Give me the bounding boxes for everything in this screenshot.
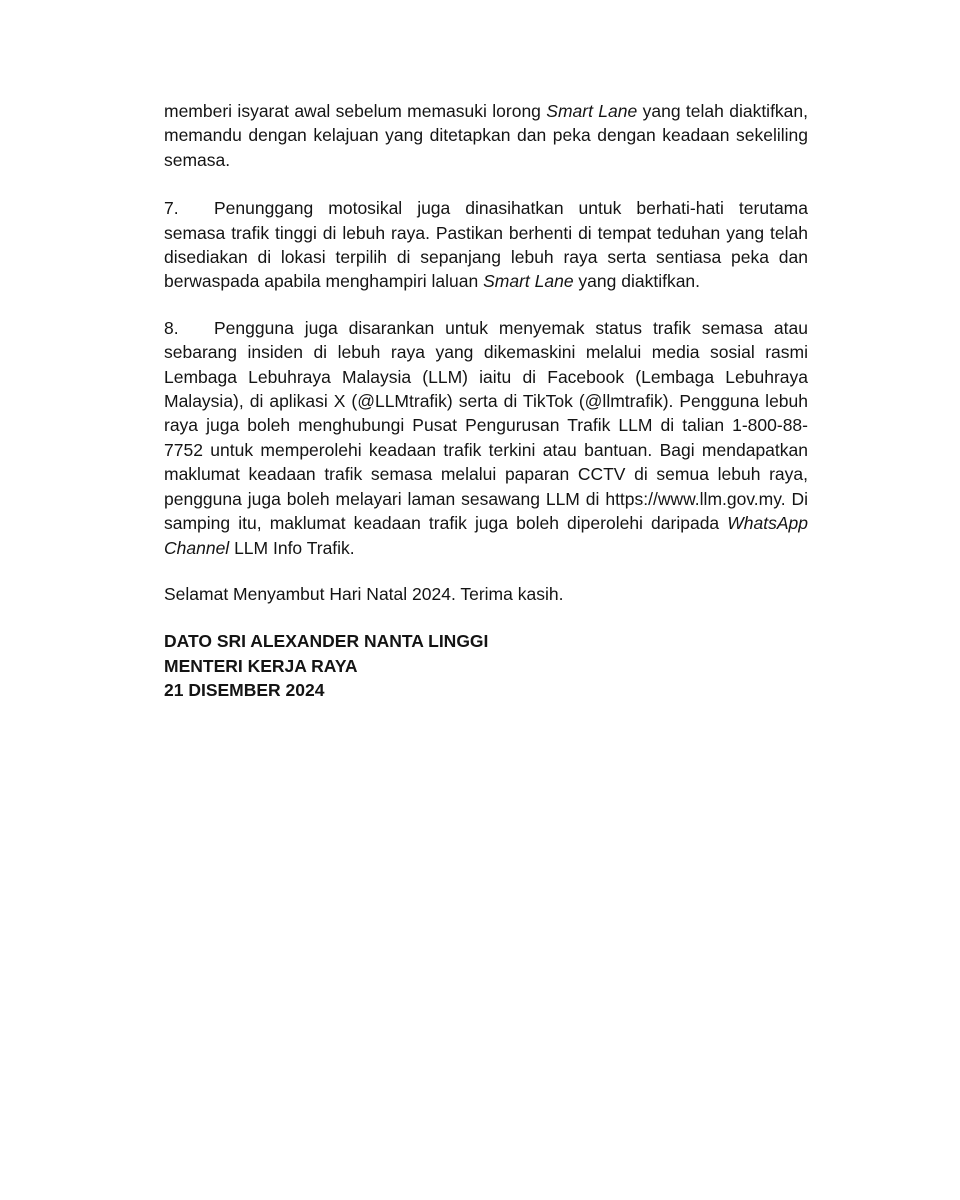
signatory-name: DATO SRI ALEXANDER NANTA LINGGI <box>164 631 489 652</box>
paragraph-continuation <box>164 99 808 172</box>
paragraph-text: yang diaktifkan. <box>573 271 701 292</box>
document-page <box>164 99 808 703</box>
paragraph-text: Pengguna juga disarankan untuk menyemak status trafik semasa atau sebarang insiden di lebuh raya yang dikemaskini melalui media sosial rasmi Lembaga Lebuhraya Malaysia (LLM) iaitu di Facebook (Lembaga Lebuhraya Malaysia), di aplikasi X (@LLMtrafik) serta di TikTok (@llmtrafik). Pengguna lebuh raya juga boleh menghubungi Pusat Pengurusan Trafik LLM di talian 1-800-88-7752 untuk memperolehi keadaan trafik terkini atau bantuan. Bagi mendapatkan maklumat keadaan trafik semasa melalui paparan CCTV di semua lebuh raya, pengguna juga boleh melayari laman sesawang LLM di https://www.llm.gov.my. Di samping itu, maklumat keadaan trafik juga boleh diperolehi daripada <box>164 317 808 534</box>
italic-term: WhatsApp Channel <box>164 513 808 558</box>
paragraph-text: LLM Info Trafik. <box>229 537 355 558</box>
paragraph-8 <box>164 316 808 560</box>
paragraph-number: 7. <box>164 198 179 219</box>
italic-term: Smart Lane <box>483 271 574 292</box>
signature-date: 21 DISEMBER 2024 <box>164 680 325 701</box>
italic-term: Smart Lane <box>546 101 638 121</box>
paragraph-text: yang telah diaktifkan, memandu dengan kelajuan yang ditetapkan dan peka dengan keadaan sekeliling semasa. <box>164 101 809 170</box>
paragraph-number: 8. <box>164 317 179 338</box>
signature-block <box>164 629 808 702</box>
closing-line: Selamat Menyambut Hari Natal 2024. Terima kasih. <box>164 583 564 604</box>
paragraph-7 <box>164 196 808 294</box>
paragraph-text: memberi isyarat awal sebelum memasuki lorong <box>164 101 547 121</box>
signatory-title: MENTERI KERJA RAYA <box>164 655 358 676</box>
paragraph-text: Penunggang motosikal juga dinasihatkan untuk berhati-hati terutama semasa trafik tinggi di lebuh raya. Pastikan berhenti di tempat teduhan yang telah disediakan di lokasi terpilih di sepanjang lebuh raya serta sentiasa peka dan berwaspada apabila menghampiri laluan <box>164 198 808 292</box>
